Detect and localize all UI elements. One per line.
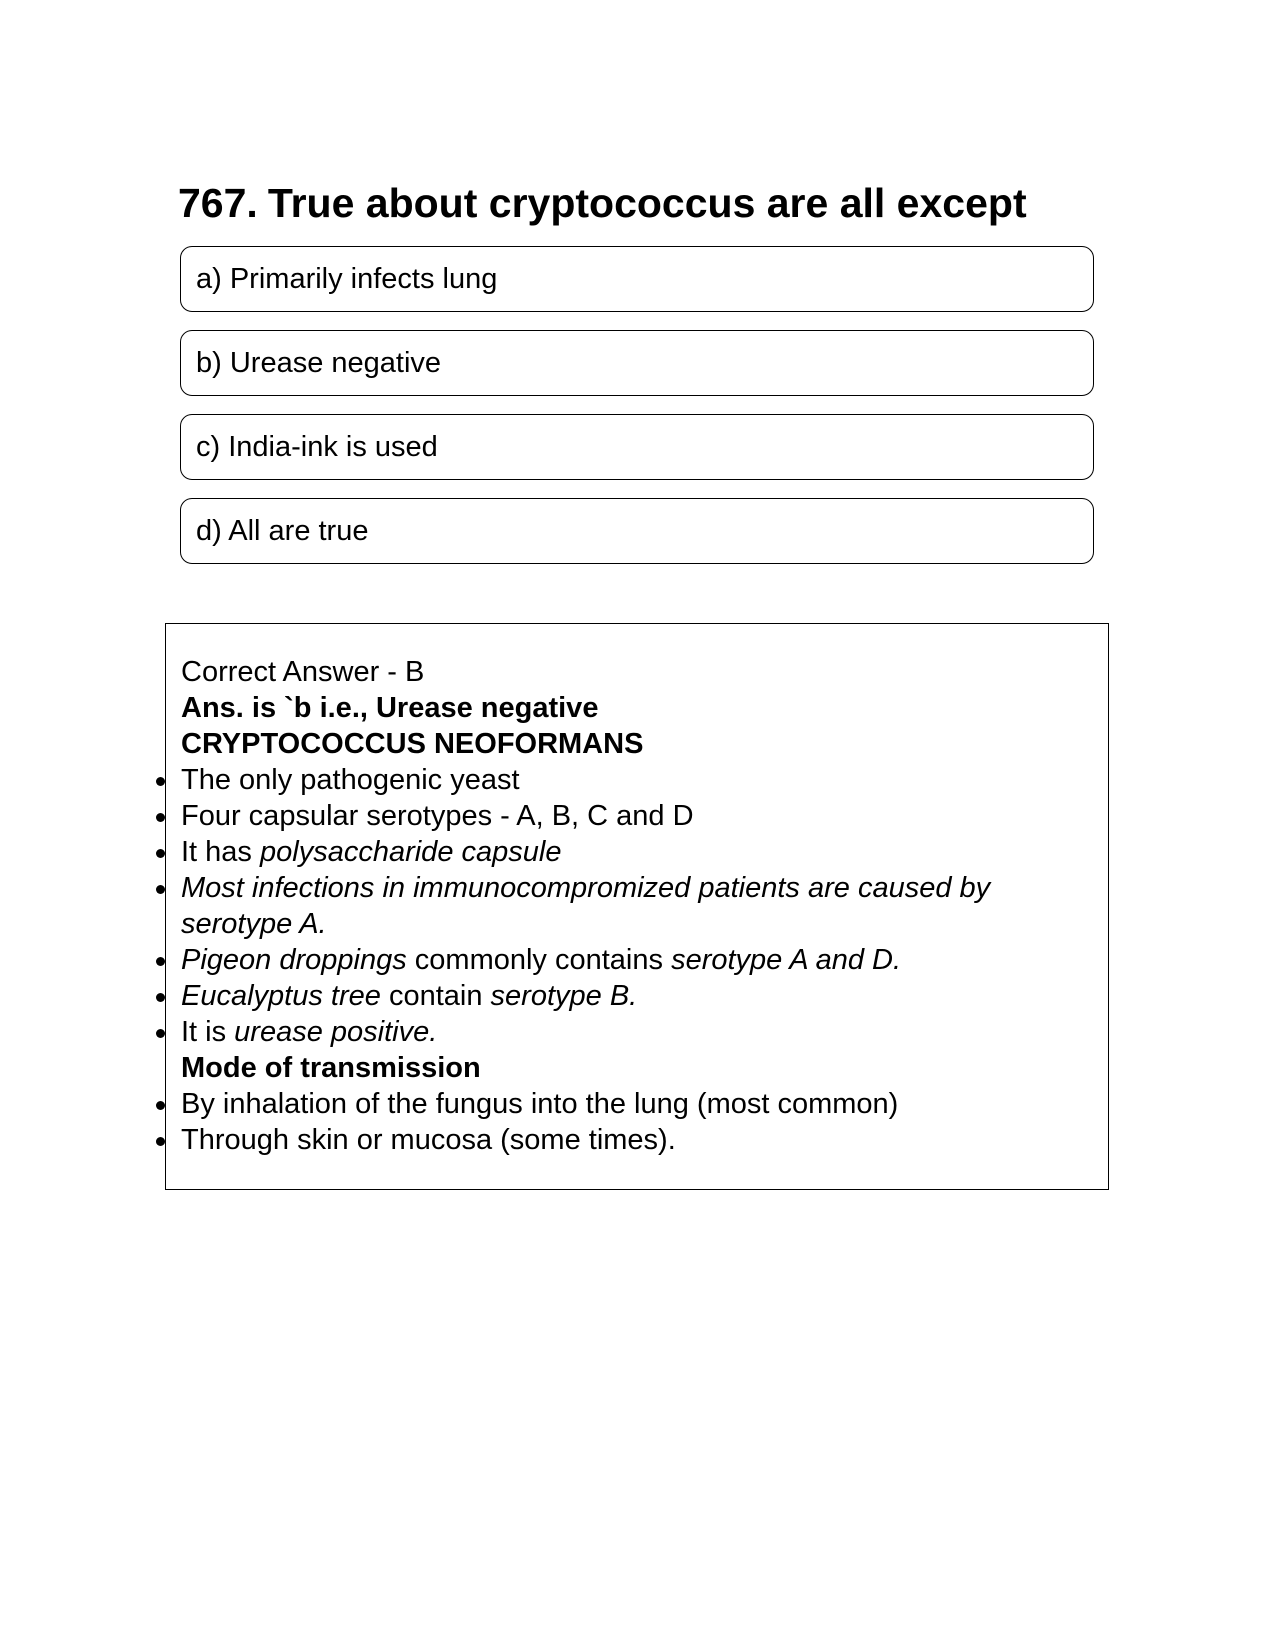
list-item xyxy=(181,834,1081,870)
list-item-emphasis: polysaccharide capsule xyxy=(260,836,562,868)
list-item xyxy=(181,1014,1081,1050)
list-item-emphasis: serotype A and D. xyxy=(671,944,902,976)
question-title xyxy=(178,178,1098,228)
list-item: Four capsular serotypes - A, B, C and D xyxy=(181,798,1081,834)
question-text: True about cryptococcus are all except xyxy=(267,180,1027,226)
option-b[interactable]: b) Urease negative xyxy=(180,330,1094,396)
list-item: Through skin or mucosa (some times). xyxy=(181,1122,1081,1158)
list-item-text: commonly contains xyxy=(406,944,672,976)
list-item: The only pathogenic yeast xyxy=(181,762,1081,798)
answer-line: Ans. is `b i.e., Urease negative xyxy=(181,692,599,724)
list-item-emphasis: Most infections in immunocompromized patients are caused by xyxy=(181,872,991,904)
option-d[interactable]: d) All are true xyxy=(180,498,1094,564)
list-item xyxy=(181,870,1081,942)
list-item xyxy=(181,978,1081,1014)
list-item: By inhalation of the fungus into the lung (most common) xyxy=(181,1086,1081,1122)
list-item-emphasis: urease positive. xyxy=(234,1016,438,1048)
option-a[interactable]: a) Primarily infects lung xyxy=(180,246,1094,312)
list-item-emphasis: Pigeon droppings xyxy=(181,944,407,976)
question-number: 767. xyxy=(178,180,258,226)
section-heading-transmission: Mode of transmission xyxy=(181,1052,481,1084)
list-item-text: It is xyxy=(181,1016,235,1048)
option-c[interactable]: c) India-ink is used xyxy=(180,414,1094,480)
correct-answer-label: Correct Answer - B xyxy=(181,656,425,688)
list-item-text: contain xyxy=(380,980,491,1012)
section-heading-cryptococcus: CRYPTOCOCCUS NEOFORMANS xyxy=(181,728,644,760)
answer-explanation xyxy=(181,654,1081,1158)
list-item-emphasis: serotype B. xyxy=(490,980,638,1012)
list-item-emphasis: serotype A. xyxy=(181,908,327,940)
list-item-text: It has xyxy=(181,836,260,868)
list-item xyxy=(181,942,1081,978)
list-item-emphasis: Eucalyptus tree xyxy=(181,980,381,1012)
